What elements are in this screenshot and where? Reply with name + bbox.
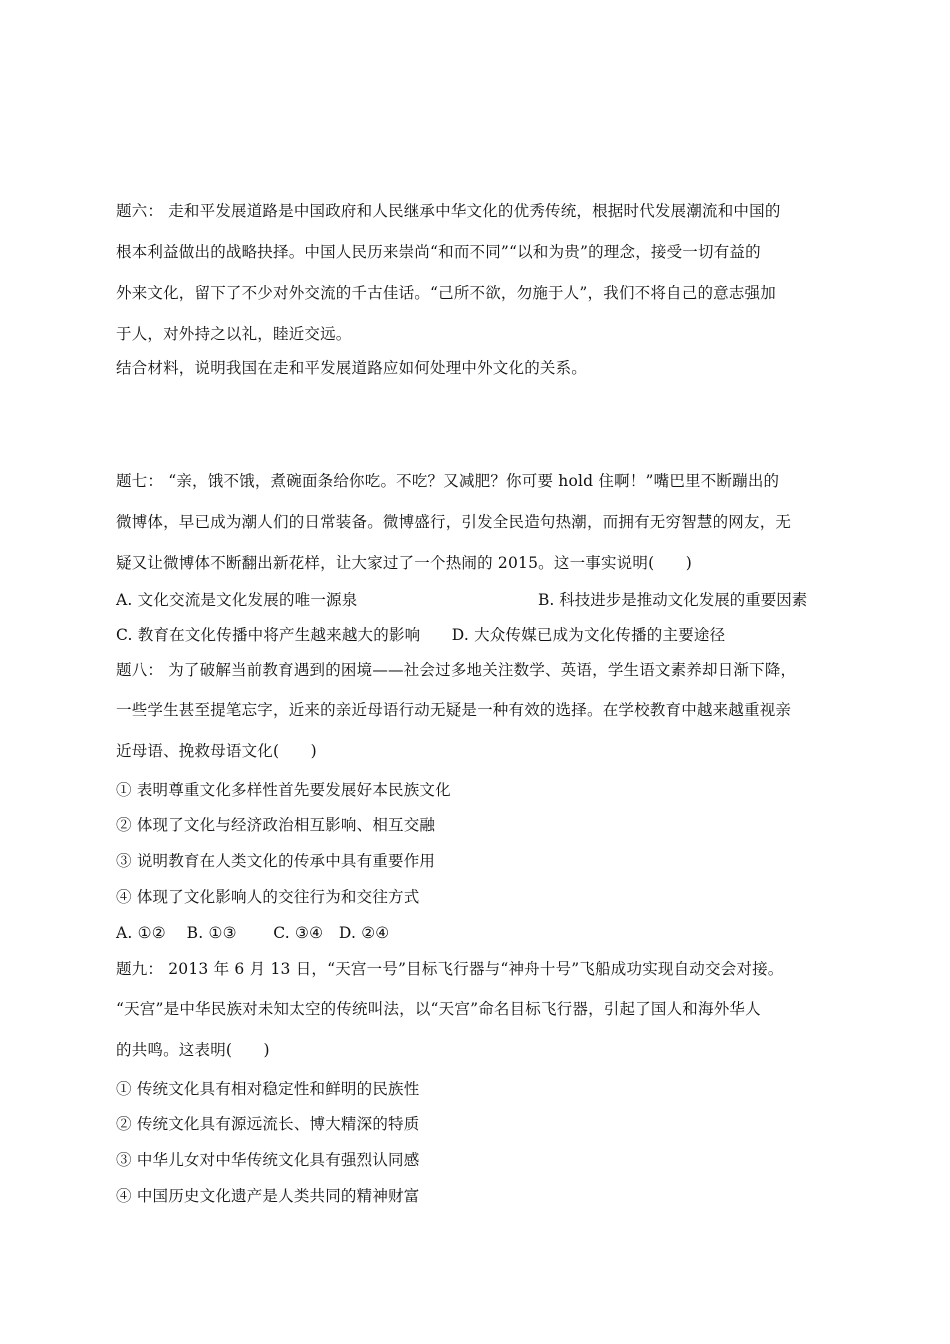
q7-line: 疑又让微博体不断翻出新花样，让大家过了一个热闹的 2015。这一事实说明( )	[116, 554, 692, 572]
q8-item: ② 体现了文化与经济政治相互影响、相互交融	[116, 816, 436, 834]
q7-line: 题七： “亲，饿不饿，煮碗面条给你吃。不吃？又减肥？你可要 hold 住啊！”嘴巴里不断蹦出的	[116, 472, 780, 490]
q9-line: 的共鸣。这表明( )	[116, 1041, 270, 1059]
q6-line: 根本利益做出的战略抉择。中国人民历来崇尚“和而不同”“以和为贵”的理念，接受一切有益的	[116, 243, 761, 261]
q8-answers: A. ①② B. ①③ C. ③④ D. ②④	[116, 924, 390, 942]
q8-line: 一些学生甚至提笔忘字，近来的亲近母语行动无疑是一种有效的选择。在学校教育中越来越重视亲	[116, 701, 792, 719]
q9-item: ④ 中国历史文化遗产是人类共同的精神财富	[116, 1187, 420, 1205]
q6-line: 于人，对外持之以礼，睦近交远。	[116, 325, 352, 343]
q9-item: ② 传统文化具有源远流长、博大精深的特质	[116, 1115, 420, 1133]
q6-prompt: 结合材料，说明我国在走和平发展道路应如何处理中外文化的关系。	[116, 359, 588, 377]
q8-line: 题八： 为了破解当前教育遇到的困境——社会过多地关注数学、英语，学生语文素养却日渐下降，	[116, 661, 797, 679]
q8-item: ④ 体现了文化影响人的交往行为和交往方式	[116, 888, 420, 906]
q9-item: ③ 中华儿女对中华传统文化具有强烈认同感	[116, 1151, 420, 1169]
q8-item: ① 表明尊重文化多样性首先要发展好本民族文化	[116, 781, 451, 799]
q7-option-b: B. 科技进步是推动文化发展的重要因素	[538, 591, 808, 609]
q9-item: ① 传统文化具有相对稳定性和鲜明的民族性	[116, 1080, 420, 1098]
q7-option-cd: C. 教育在文化传播中将产生越来越大的影响 D. 大众传媒已成为文化传播的主要途径	[116, 626, 726, 644]
q8-item: ③ 说明教育在人类文化的传承中具有重要作用	[116, 852, 436, 870]
q9-line: “天宫”是中华民族对未知太空的传统叫法，以“天宫”命名目标飞行器，引起了国人和海外华人	[116, 1000, 761, 1018]
q6-line: 外来文化，留下了不少对外交流的千古佳话。“己所不欲，勿施于人”，我们不将自己的意志强加	[116, 284, 776, 302]
q8-line: 近母语、挽救母语文化( )	[116, 742, 317, 760]
q6-line: 题六： 走和平发展道路是中国政府和人民继承中华文化的优秀传统，根据时代发展潮流和中国的	[116, 202, 781, 220]
q7-option-a: A. 文化交流是文化发展的唯一源泉	[116, 591, 358, 609]
q7-line: 微博体，早已成为潮人们的日常装备。微博盛行，引发全民造句热潮，而拥有无穷智慧的网友，无	[116, 513, 792, 531]
q9-line: 题九： 2013 年 6 月 13 日，“天宫一号”目标飞行器与“神舟十号”飞船成功实现自动交会对接。	[116, 960, 784, 978]
